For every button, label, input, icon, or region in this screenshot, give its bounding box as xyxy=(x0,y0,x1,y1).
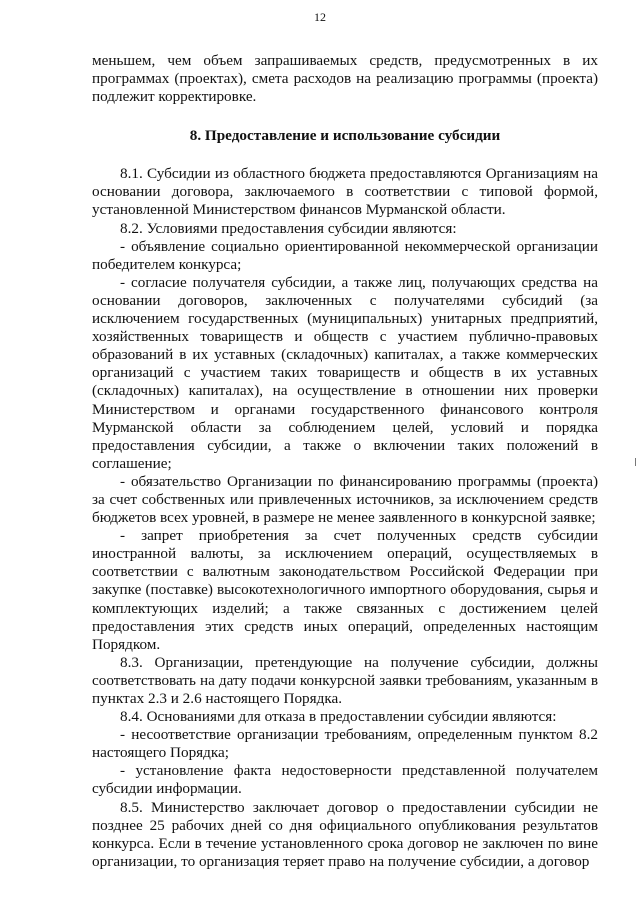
list-item: - запрет приобретения за счет полученных средств субсидии иностранной валюты, за исключением операций, осуществляемых в соответствии с валютным законодательством Российской Федерации при закупке (поставке) высокотехнологичного импортного оборудования, сырья и комплектующих изделий; а также связанных с достижением целей предоставления этих средств иных операций, определенных настоящим Порядком. xyxy=(92,527,598,653)
list-item: - объявление социально ориентированной некоммерческой организации победителем конкурса; xyxy=(92,237,598,273)
list-item: - обязательство Организации по финансированию программы (проекта) за счет собственных или привлеченных источников, за исключением средств бюджетов всех уровней, в размере не менее заявленного в конкурсной заявке; xyxy=(92,472,598,527)
paragraph-8-2: 8.2. Условиями предоставления субсидии являются: xyxy=(120,219,457,237)
list-item: - несоответствие организации требованиям, определенным пунктом 8.2 настоящего Порядка; xyxy=(92,726,598,762)
document-body xyxy=(92,52,598,871)
list-item: - установление факта недостоверности представленной получателем субсидии информации. xyxy=(92,762,598,798)
paragraph-8-4: 8.4. Основаниями для отказа в предоставлении субсидии являются: xyxy=(120,708,557,726)
paragraph-8-3: 8.3. Организации, претендующие на получение субсидии, должны соответствовать на дату подачи конкурсной заявки требованиям, указанным в пунктах 2.3 и 2.6 настоящего Порядка. xyxy=(92,653,598,707)
page-number: 12 xyxy=(314,10,326,24)
paragraph-8-5: 8.5. Министерство заключает договор о предоставлении субсидии не позднее 25 рабочих дней со дня официального опубликования результатов конкурса. Если в течение установленного срока договор не заключен по вине организации, то организация теряет право на получение субсидии, а договор xyxy=(92,798,598,870)
list-item: - согласие получателя субсидии, а также лиц, получающих средства на основании договоров, заключенных с получателями субсидий (за исключением государственных (муниципальных) унитарных предприятий, хозяйственных товариществ и обществ с участием публично-правовых образований в их уставных (складочных) капиталах, а также коммерческих организаций с участием таких товариществ и обществ в их уставных (складочных) капиталах), на осуществление в отношении них проверки Министерством и органами государственного финансового контроля Мурманской области за соблюдением целей, условий и порядка предоставления субсидии, а также о включении таких положений в соглашение; xyxy=(92,273,598,472)
paragraph-8-1: 8.1. Субсидии из областного бюджета предоставляются Организациям на основании договора, заключаемого в соответствии с типовой формой, установленной Министерством финансов Мурманской области. xyxy=(92,165,598,219)
scan-edge-mark xyxy=(635,458,636,466)
section-title: 8. Предоставление и использование субсидии xyxy=(189,127,501,145)
intro-paragraph: меньшем, чем объем запрашиваемых средств, предусмотренных в их программах (проектах), смета расходов на реализацию программы (проекта) подлежит корректировке. xyxy=(92,52,598,106)
